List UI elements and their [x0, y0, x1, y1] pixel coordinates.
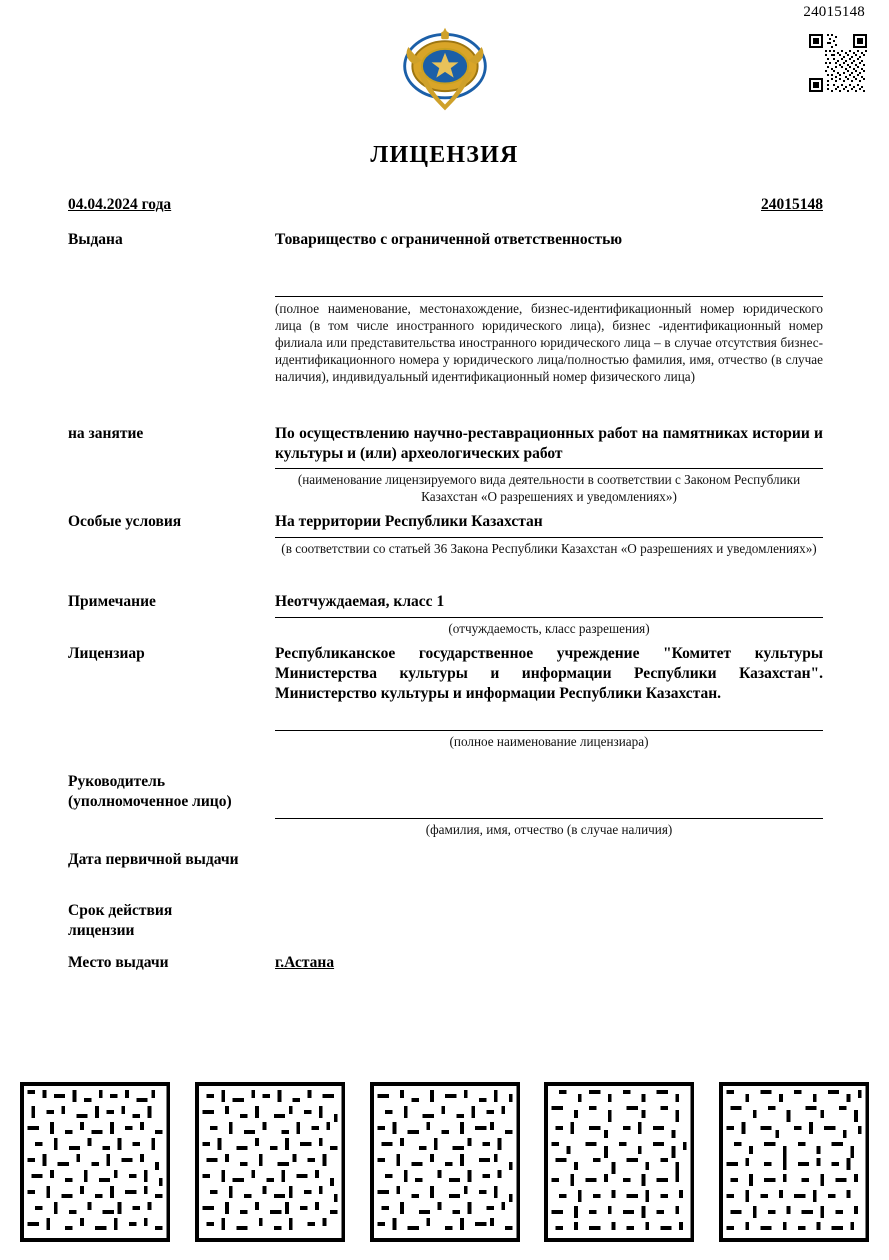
datamatrix-barcode-icon: [719, 1082, 869, 1242]
barcode-strip: [20, 1082, 869, 1250]
field-issued-to: [68, 230, 823, 386]
field-issued-to-hint: (полное наименование, местонахождение, бизнес-идентификационный номер юридического лица (в том числе иностранного юридического лица), бизнес -идентификационный номер филиала или представительства иностранного юридического лица – в случае отсутствия бизнес-идентификационного номера у юридического лица/полностью фамилия, имя, отчество (в случае наличия), индивидуальный идентификационный номер физического лица): [275, 301, 823, 384]
field-place-value: г.Астана: [275, 954, 335, 971]
field-special-conditions-value: На территории Республики Казахстан: [275, 513, 543, 530]
field-first-issue-date-value: [275, 850, 823, 870]
field-issued-to-rule: [275, 296, 823, 297]
issue-date: 04.04.2024 года: [68, 196, 172, 213]
field-activity-label: на занятие: [68, 425, 144, 442]
kazakhstan-state-emblem-icon: [397, 22, 493, 118]
license-number: 24015148: [761, 196, 823, 213]
field-validity-label: [68, 901, 268, 941]
field-validity-label-line1: Срок действия: [68, 902, 173, 919]
field-licensor-hint: (полное наименование лицензиара): [449, 734, 649, 750]
field-licensor-value: Республиканское государственное учреждение "Комитет культуры Министерства культуры и информации Республики Казахстан". Министерство культуры и информации Республики Казахстан.: [275, 645, 823, 703]
field-place-label: Место выдачи: [68, 954, 169, 971]
datamatrix-barcode-icon: [370, 1082, 520, 1242]
field-licensor-label: Лицензиар: [68, 645, 145, 662]
field-place: [68, 953, 823, 973]
field-head-label-line1: Руководитель: [68, 773, 166, 790]
field-note-rule: [275, 617, 823, 618]
field-head-rule: [275, 818, 823, 819]
field-validity-label-line2: лицензии: [68, 921, 135, 939]
date-number-row: [68, 196, 823, 214]
datamatrix-barcode-icon: [544, 1082, 694, 1242]
field-special-conditions-hint: (в соответствии со статьей 36 Закона Республики Казахстан «О разрешениях и уведомлениях»): [281, 541, 817, 557]
field-licensor: [68, 644, 823, 751]
page-title: ЛИЦЕНЗИЯ: [370, 142, 519, 168]
field-licensor-rule: [275, 730, 823, 731]
field-activity-hint: (наименование лицензируемого вида деятельности в соответствии с Законом Республики Казахстан «О разрешениях и уведомлениях»): [297, 472, 801, 505]
field-head-label-line2: (уполномоченное лицо): [68, 792, 232, 810]
field-issued-to-value: Товарищество с ограниченной ответственностью: [275, 231, 623, 248]
field-validity: [68, 901, 823, 939]
field-note: [68, 592, 823, 638]
field-activity: [68, 424, 823, 506]
field-head-label: [68, 772, 268, 812]
field-special-conditions: [68, 512, 823, 558]
field-special-conditions-label: Особые условия: [68, 513, 182, 530]
field-first-issue-date-label: Дата первичной выдачи: [68, 851, 239, 868]
field-first-issue-date: [68, 850, 823, 870]
field-note-value: Неотчуждаемая, класс 1: [275, 593, 445, 610]
field-issued-to-label: Выдана: [68, 231, 123, 248]
field-validity-value: [275, 901, 823, 921]
qr-code-icon: [809, 34, 867, 92]
field-activity-rule: [275, 468, 823, 469]
field-head: [68, 772, 823, 839]
field-special-conditions-rule: [275, 537, 823, 538]
document-number-top: 24015148: [803, 4, 865, 20]
field-note-label: Примечание: [68, 593, 156, 610]
field-head-value: [275, 772, 823, 792]
field-note-hint: (отчуждаемость, класс разрешения): [448, 621, 650, 637]
datamatrix-barcode-icon: [195, 1082, 345, 1242]
datamatrix-barcode-icon: [20, 1082, 170, 1242]
field-activity-value: По осуществлению научно-реставрационных работ на памятниках истории и культуры и (или) археологических работ: [275, 425, 823, 463]
field-head-hint: (фамилия, имя, отчество (в случае наличия): [425, 822, 673, 838]
